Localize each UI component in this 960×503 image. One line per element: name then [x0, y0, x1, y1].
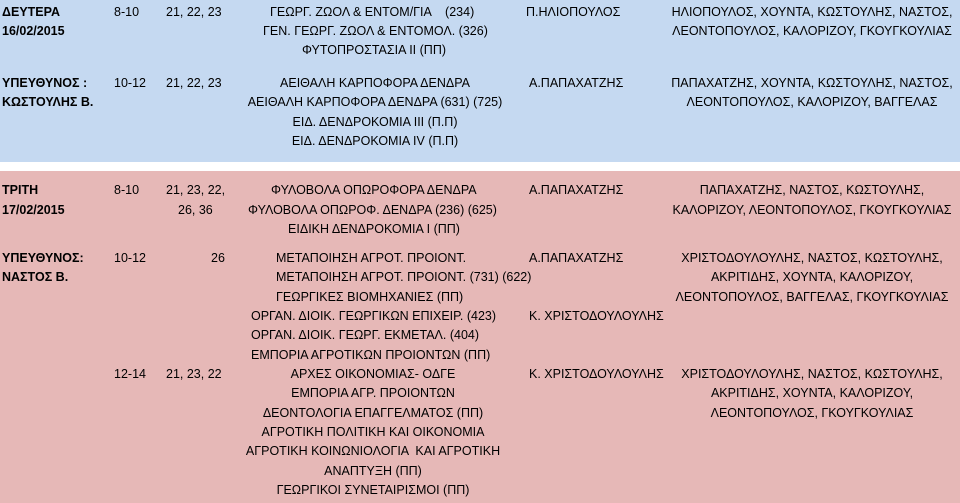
tuesday-slot1-instructor: Α.ΠΑΠΑΧΑΤΖΗΣ — [529, 183, 624, 197]
monday-slot1-course: ΓΕΝ. ΓΕΩΡΓ. ΖΩΟΛ & ΕΝΤΟΜΟΛ. (326) — [263, 24, 488, 38]
tuesday-slot3-course: ΑΡΧΕΣ ΟΙΚΟΝΟΜΙΑΣ- ΟΔΓΕ — [290, 367, 456, 381]
tuesday-slot2-course: ΟΡΓΑΝ. ΔΙΟΙΚ. ΓΕΩΡΓΙΚΩΝ ΕΠΙΧΕΙΡ. (423) — [251, 309, 497, 323]
tuesday-slot3-instructor: Κ. ΧΡΙΣΤΟΔΟΥΛΟΥΛΗΣ — [529, 367, 664, 381]
tuesday-slot3-course: ΑΝΑΠΤΥΞΗ (ΠΠ) — [324, 464, 422, 478]
tuesday-slot1-time: 8-10 — [114, 183, 140, 197]
tuesday-slot2-time: 10-12 — [114, 251, 146, 265]
tuesday-slot3-course: ΑΓΡΟΤΙΚΗ ΚΟΙΝΩΝΙΟΛΟΓΙΑ ΚΑΙ ΑΓΡΟΤΙΚΗ — [245, 444, 501, 458]
tuesday-slot2-supervisors: ΛΕΟΝΤΟΠΟΥΛΟΣ, ΒΑΓΓΕΛΑΣ, ΓΚΟΥΓΚΟΥΛΙΑΣ — [675, 290, 949, 304]
tuesday-slot3-course: ΓΕΩΡΓΙΚΟΙ ΣΥΝΕΤΑΙΡΙΣΜΟΙ (ΠΠ) — [276, 483, 470, 497]
tuesday-slot2-supervisors: ΧΡΙΣΤΟΔΟΥΛΟΥΛΗΣ, ΝΑΣΤΟΣ, ΚΩΣΤΟΥΛΗΣ, — [681, 251, 943, 265]
tuesday-slot1-course: ΦΥΛΟΒΟΛΑ ΟΠΩΡΟΦΟΡΑ ΔΕΝΔΡΑ — [271, 183, 477, 197]
tuesday-responsible-name: ΝΑΣΤΟΣ Β. — [2, 270, 69, 284]
tuesday-slot1-supervisors: ΚΑΛΟΡΙΖΟΥ, ΛΕΟΝΤΟΠΟΥΛΟΣ, ΓΚΟΥΓΚΟΥΛΙΑΣ — [672, 203, 952, 217]
tuesday-slot2-instructor: Κ. ΧΡΙΣΤΟΔΟΥΛΟΥΛΗΣ — [529, 309, 664, 323]
tuesday-slot2-course: ΟΡΓΑΝ. ΔΙΟΙΚ. ΓΕΩΡΓ. ΕΚΜΕΤΑΛ. (404) — [251, 328, 480, 342]
tuesday-date: 17/02/2015 — [2, 203, 65, 217]
monday-slot1-course: ΓΕΩΡΓ. ΖΩΟΛ & ΕΝΤΟΜ/ΓΙΑ (234) — [270, 5, 475, 19]
monday-slot2-course: ΕΙΔ. ΔΕΝΔΡΟΚΟΜΙΑ IV (Π.Π) — [291, 134, 459, 148]
monday-slot2-instructor: Α.ΠΑΠΑΧΑΤΖΗΣ — [529, 76, 624, 90]
monday-slot2-course: ΑΕΙΘΑΛΗ ΚΑΡΠΟΦΟΡΑ ΔΕΝΔΡΑ (631) (725) — [247, 95, 503, 109]
monday-slot1-supervisors: ΛΕΟΝΤΟΠΟΥΛΟΣ, ΚΑΛΟΡΙΖΟΥ, ΓΚΟΥΓΚΟΥΛΙΑΣ — [672, 24, 952, 38]
monday-slot1-time: 8-10 — [114, 5, 140, 19]
tuesday-slot2-course: ΓΕΩΡΓΙΚΕΣ ΒΙΟΜΗΧΑΝΙΕΣ (ΠΠ) — [276, 290, 464, 304]
monday-slot1-instructor: Π.ΗΛΙΟΠΟΥΛΟΣ — [526, 5, 621, 19]
tuesday-slot2-course: ΜΕΤΑΠΟΙΗΣΗ ΑΓΡΟΤ. ΠΡΟΙΟΝΤ. (731) (622) — [276, 270, 532, 284]
monday-slot2-course: ΕΙΔ. ΔΕΝΔΡΟΚΟΜΙΑ ΙΙΙ (Π.Π) — [292, 115, 458, 129]
tuesday-slot1-rooms: 21, 23, 22, — [166, 183, 226, 197]
tuesday-slot3-supervisors: ΧΡΙΣΤΟΔΟΥΛΟΥΛΗΣ, ΝΑΣΤΟΣ, ΚΩΣΤΟΥΛΗΣ, — [681, 367, 943, 381]
tuesday-slot3-time: 12-14 — [114, 367, 146, 381]
monday-slot1-course: ΦΥΤΟΠΡΟΣΤΑΣΙΑ ΙΙ (ΠΠ) — [301, 43, 447, 57]
tuesday-slot3-supervisors: ΛΕΟΝΤΟΠΟΥΛΟΣ, ΓΚΟΥΓΚΟΥΛΙΑΣ — [710, 406, 914, 420]
tuesday-day: ΤΡΙΤΗ — [2, 183, 39, 197]
monday-slot1-rooms: 21, 22, 23 — [166, 5, 222, 19]
tuesday-slot3-supervisors: ΑΚΡΙΤΙΔΗΣ, ΧΟΥΝΤΑ, ΚΑΛΟΡΙΖΟΥ, — [710, 386, 914, 400]
monday-slot2-course: ΑΕΙΘΑΛΗ ΚΑΡΠΟΦΟΡΑ ΔΕΝΔΡΑ — [280, 76, 470, 90]
tuesday-slot1-course: ΕΙΔΙΚΗ ΔΕΝΔΡΟΚΟΜΙΑ Ι (ΠΠ) — [288, 222, 460, 236]
tuesday-slot2-instructor: Α.ΠΑΠΑΧΑΤΖΗΣ — [529, 251, 624, 265]
tuesday-slot2-rooms: 26 — [211, 251, 225, 265]
tuesday-slot2-course: ΜΕΤΑΠΟΙΗΣΗ ΑΓΡΟΤ. ΠΡΟΙΟΝΤ. — [276, 251, 467, 265]
monday-slot2-supervisors: ΛΕΟΝΤΟΠΟΥΛΟΣ, ΚΑΛΟΡΙΖΟΥ, ΒΑΓΓΕΛΑΣ — [686, 95, 938, 109]
tuesday-slot2-supervisors: ΑΚΡΙΤΙΔΗΣ, ΧΟΥΝΤΑ, ΚΑΛΟΡΙΖΟΥ, — [710, 270, 914, 284]
monday-slot2-supervisors: ΠΑΠΑΧΑΤΖΗΣ, ΧΟΥΝΤΑ, ΚΩΣΤΟΥΛΗΣ, ΝΑΣΤΟΣ, — [671, 76, 953, 90]
monday-responsible-label: ΥΠΕΥΘΥΝΟΣ : — [2, 76, 88, 90]
tuesday-slot3-rooms: 21, 23, 22 — [166, 367, 222, 381]
tuesday-responsible-label: ΥΠΕΥΘΥΝΟΣ: — [2, 251, 84, 265]
tuesday-slot1-rooms: 26, 36 — [178, 203, 213, 217]
monday-day: ΔΕΥΤΕΡΑ — [2, 5, 61, 19]
tuesday-slot1-course: ΦΥΛΟΒΟΛΑ ΟΠΩΡΟΦ. ΔΕΝΔΡΑ (236) (625) — [248, 203, 497, 217]
tuesday-slot3-course: ΑΓΡΟΤΙΚΗ ΠΟΛΙΤΙΚΗ ΚΑΙ ΟΙΚΟΝΟΜΙΑ — [261, 425, 485, 439]
monday-slot2-time: 10-12 — [114, 76, 146, 90]
tuesday-slot3-course: ΔΕΟΝΤΟΛΟΓΙΑ ΕΠΑΓΓΕΛΜΑΤΟΣ (ΠΠ) — [262, 406, 484, 420]
tuesday-slot1-supervisors: ΠΑΠΑΧΑΤΖΗΣ, ΝΑΣΤΟΣ, ΚΩΣΤΟΥΛΗΣ, — [699, 183, 925, 197]
monday-slot1-supervisors: ΗΛΙΟΠΟΥΛΟΣ, ΧΟΥΝΤΑ, ΚΩΣΤΟΥΛΗΣ, ΝΑΣΤΟΣ, — [671, 5, 953, 19]
monday-slot2-rooms: 21, 22, 23 — [166, 76, 222, 90]
monday-responsible-name: ΚΩΣΤΟΥΛΗΣ Β. — [2, 95, 94, 109]
tuesday-slot3-course: ΕΜΠΟΡΙΑ ΑΓΡ. ΠΡΟΙΟΝΤΩΝ — [291, 386, 455, 400]
monday-date: 16/02/2015 — [2, 24, 65, 38]
tuesday-slot2-course: ΕΜΠΟΡΙΑ ΑΓΡΟΤΙΚΩΝ ΠΡΟΙΟΝΤΩΝ (ΠΠ) — [251, 348, 491, 362]
